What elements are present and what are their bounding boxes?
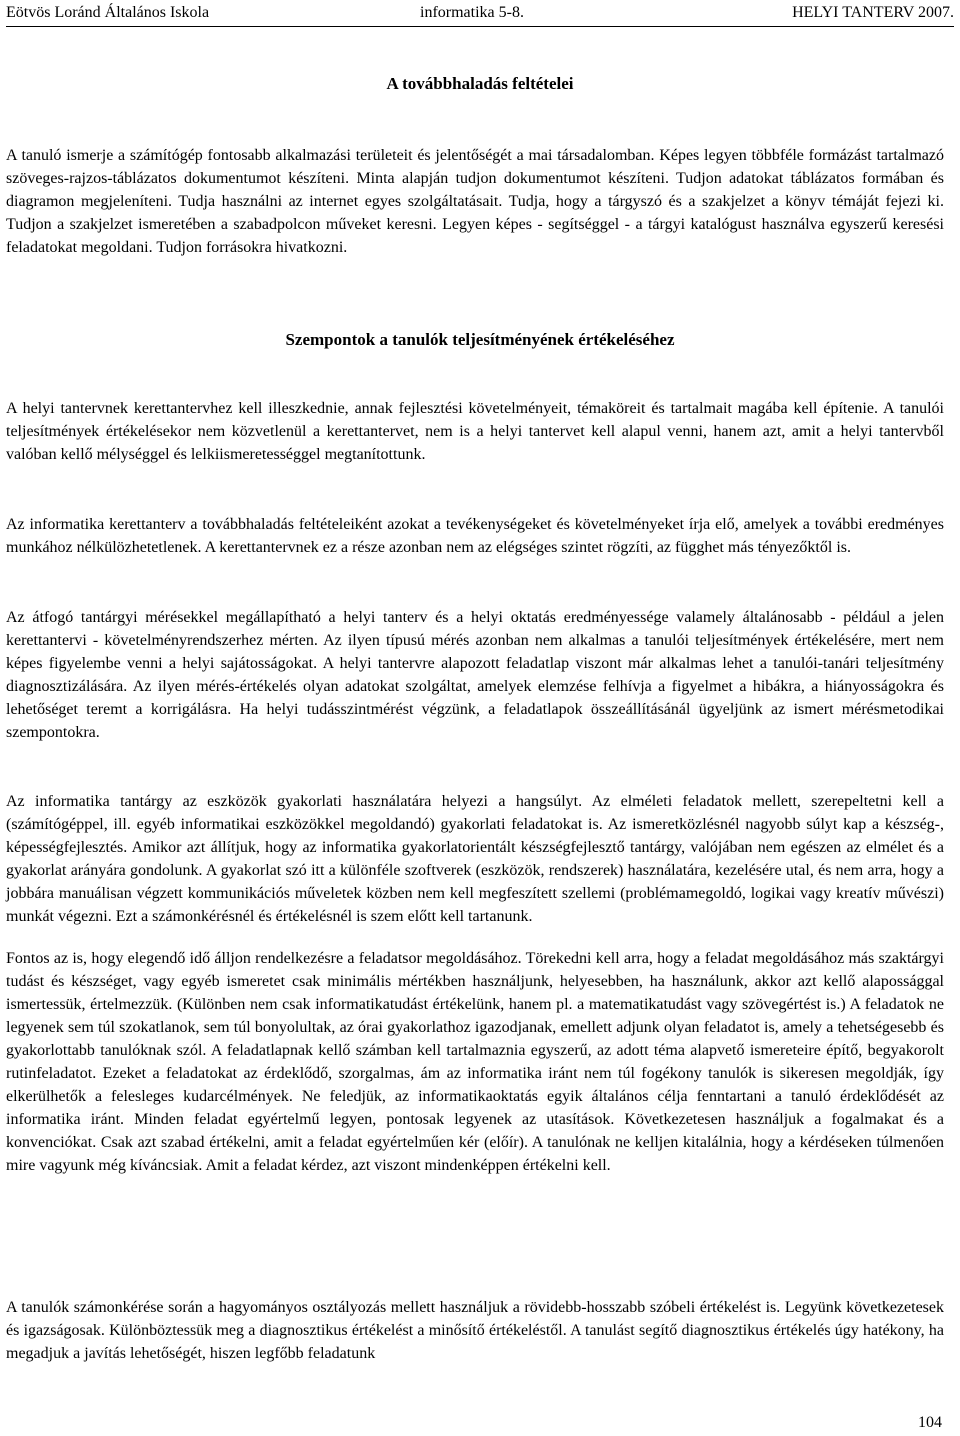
section-title-assessment-criteria: Szempontok a tanulók teljesítményének értékeléséhez <box>285 330 675 349</box>
paragraph-progression-requirements: A tanuló ismerje a számítógép fontosabb alkalmazási területeit és jelentőségét a mai társadalomban. Képes legyen többféle formázást tartalmazó szöveges-rajzos-táblázatos dokumentumot készíteni. Minta alapján tudjon dokumentumot készíteni. Tudjon adatokat táblázatos formában és diagramon megjeleníteni. Tudja használni az internet egyes szolgáltatásait. Tudja, hogy a tárgyszó és a szakjelzet a könyv témáját fejezi ki. Tudjon a szakjelzet ismeretében a szabadpolcon műveket keresni. Legyen képes - segítséggel - a tárgyi katalógust használva egyszerű keresési feladatokat megoldani. Tudjon forrásokra hivatkozni. <box>6 147 944 256</box>
page-header <box>6 0 954 27</box>
paragraph-practical-emphasis: Az informatika tantárgy az eszközök gyakorlati használatára helyezi a hangsúlyt. Az elméleti feladatok mellett, szerepeltetni kell a (számítógéppel, ill. egyéb informatikai eszközökkel megoldandó) gyakorlati feladatokat is. Az ismeretközlésnél nagyobb súlyt kap a készség-, képességfejlesztés. Amikor azt állítjuk, hogy az informatika gyakorlatorientált készségfejlesztő tantárgy, valójában nem egészen az elmélet és a gyakorlat arányára gondolunk. A gyakorlat szó itt a különféle szoftverek (eszközök, rendszerek) használatára, kezelésére utal, és nem arra, hogy a jobbára manuálisan végzett kommunikációs műveletek közben nem kell megfeszített szellemi (problémamegoldó, logikai vagy kreatív művészi) munkát végezni. Ezt a számonkérésnél és értékelésnél is szem előtt kell tartanunk. <box>6 793 944 925</box>
section-title-progression-requirements: A továbbhaladás feltételei <box>386 74 574 93</box>
paragraph-oral-evaluation: A tanulók számonkérése során a hagyományos osztályozás mellett használjuk a rövidebb-hosszabb szóbeli értékelést is. Legyünk következetesek és igazságosak. Különböztessük meg a diagnosztikus értékelést a minősítő értékeléstől. A tanulást segítő diagnosztikus értékelés úgy hatékony, ha megadjuk a javítás lehetőségét, hiszen legfőbb feladatunk <box>6 1299 944 1362</box>
page-number: 104 <box>918 1414 942 1431</box>
paragraph-local-curriculum: A helyi tantervnek kerettantervhez kell illeszkednie, annak fejlesztési követelményeit, témaköreit és tartalmait magába kell építenie. A tanulói teljesítmények értékelésekor nem közvetlenül a kerettantervet, nem is a helyi tantervet kell alapul venni, hanem azt, amit a helyi tantervből valóban kellő mélységgel és lelkiismeretességgel megtanítottunk. <box>6 400 944 463</box>
paragraph-framework-curriculum: Az informatika kerettanterv a továbbhaladás feltételeiként azokat a tevékenységeket és követelményeket írja elő, amelyek a további eredményes munkához nélkülözhetetlenek. A kerettantervnek ez a része azonban nem az elégséges szintet rögzíti, az függhet más tényezőktől is. <box>6 516 944 556</box>
header-school-name: Eötvös Loránd Általános Iskola <box>6 4 210 21</box>
paragraph-subject-measurement: Az átfogó tantárgyi mérésekkel megállapítható a helyi tanterv és a helyi oktatás eredményessége valamely általánosabb - például a jelen kerettantervi - követelményrendszerhez mérten. Az ilyen típusú mérés azonban nem alkalmas a tanulói teljesítmények értékelésére, mert nem képes figyelembe venni a helyi sajátosságokat. A helyi tantervre alapozott feladatlap viszont már alkalmas lehet a tanulói-tanári teljesítmény diagnosztizálására. Az ilyen mérés-értékelés olyan adatokat szolgáltat, amelyek elemzése felhívja a figyelmet a hibákra, a hiányosságokra és lehetőséget teremt a korrigálásra. Ha helyi tudásszintmérést végzünk, a feladatlapok összeállításánál ügyeljünk az ismert mérésmetodikai szempontokra. <box>6 609 944 741</box>
paragraph-task-design: Fontos az is, hogy elegendő idő álljon rendelkezésre a feladatsor megoldásához. Törekedni kell arra, hogy a feladat megoldásához más szaktárgyi tudást és készséget, vagy egyéb ismeretet csak minimális mértékben használjunk, helyesebben, ha használunk, akkor azt kellő alapossággal ismertessük, értelmezzük. (Különben nem csak informatikatudást értékelünk, hanem pl. a matematikatudást vagy szövegértést is.) A feladatok ne legyenek sem túl szokatlanok, sem túl bonyolultak, az órai gyakorlathoz igazodjanak, emellett adjunk olyan feladatot is, amely a tehetségesebb és gyakorlottabb tanulóknak szól. A feladatlapnak kellő számban kell tartalmaznia egyszerű, az adott téma alapvető ismereteire építő, begyakorolt rutinfeladatot. Ezeket a feladatokat az érdeklődő, szorgalmas, ám az informatika iránt nem túl fogékony tanulók is sikeresen megoldják, így elkerülhetők a felesleges kudarcélmények. Ne feledjük, az informatikaoktatás egyik általános célja fenntartani a tanuló érdeklődését az informatika iránt. Minden feladat egyértelmű legyen, pontosak legyenek az utasítások. Következetesen használjuk a fogalmakat és a konvenciókat. Csak azt szabad értékelni, amit a feladat egyértelműen kér (előír). A tanulónak ne kelljen kitalálnia, hogy a kérdéseken túlmenően mire vagyunk még kíváncsiak. Amit a feladat kérdez, azt viszont mindenképpen értékelni kell. <box>6 950 944 1174</box>
header-subject: informatika 5-8. <box>420 4 524 21</box>
header-curriculum: HELYI TANTERV 2007. <box>792 4 954 21</box>
